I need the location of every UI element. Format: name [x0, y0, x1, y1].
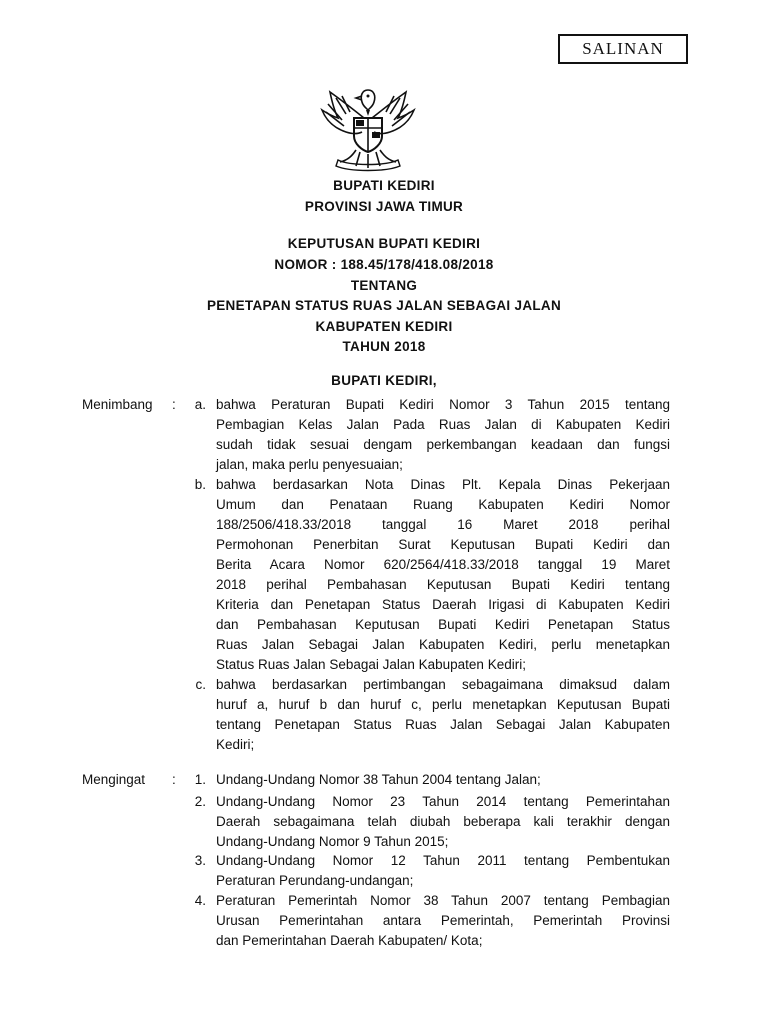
menimbang-b-line: Permohonan Penerbitan Surat Keputusan Bupati Kediri dan	[216, 537, 670, 552]
menimbang-a-line: bahwa Peraturan Bupati Kediri Nomor 3 Tahun 2015 tentang	[216, 397, 670, 412]
menimbang-colon: :	[172, 397, 176, 412]
menimbang-b-line: 2018 perihal Pembahasan Keputusan Bupati Kediri tentang	[216, 577, 670, 592]
mengingat-4-line: Peraturan Pemerintah Nomor 38 Tahun 2007 tentang Pembagian	[216, 893, 670, 908]
menimbang-item-marker: a.	[194, 397, 206, 412]
mengingat-colon: :	[172, 772, 176, 787]
menimbang-b-line: Berita Acara Nomor 620/2564/418.33/2018 tanggal 19 Maret	[216, 557, 670, 572]
menimbang-b-line: Ruas Jalan Sebagai Jalan Kabupaten Kediri, perlu menetapkan	[216, 637, 670, 652]
menimbang-a-line: sudah tidak sesuai dengam perkembangan keadaan dan fungsi	[216, 437, 670, 452]
menimbang-a-line: jalan, maka perlu penyesuaian;	[216, 457, 403, 472]
menimbang-c-line: bahwa berdasarkan pertimbangan sebagaimana dimaksud dalam	[216, 677, 670, 692]
mengingat-label: Mengingat	[82, 772, 146, 787]
garuda-emblem-icon	[316, 80, 420, 172]
mengingat-3-line: Peraturan Perundang-undangan;	[216, 873, 414, 888]
decree-title: KEPUTUSAN BUPATI KEDIRI	[287, 236, 481, 251]
regent-title: BUPATI KEDIRI	[333, 178, 435, 193]
menimbang-label: Menimbang	[82, 397, 153, 412]
decree-about: TENTANG	[350, 278, 418, 293]
mengingat-item-marker: 2.	[194, 794, 206, 809]
salinan-stamp: SALINAN	[558, 34, 688, 64]
menimbang-item-marker: c.	[195, 677, 206, 692]
mengingat-item-marker: 3.	[194, 853, 206, 868]
menimbang-c-line: tentang Penetapan Status Ruas Jalan Sebagai Jalan Kabupaten	[216, 717, 670, 732]
decree-number: NOMOR : 188.45/178/418.08/2018	[274, 257, 494, 272]
menimbang-b-line: dan Pembahasan Keputusan Bupati Kediri Penetapan Status	[216, 617, 670, 632]
menimbang-item-marker: b.	[194, 477, 206, 492]
mengingat-2-line: Undang-Undang Nomor 23 Tahun 2014 tentang Pemerintahan	[216, 794, 670, 809]
issuer-title: BUPATI KEDIRI,	[331, 373, 437, 388]
menimbang-b-line: 188/2506/418.33/2018 tanggal 16 Maret 2018 perihal	[216, 517, 670, 532]
mengingat-item-marker: 1.	[194, 772, 206, 787]
mengingat-3-line: Undang-Undang Nomor 12 Tahun 2011 tentang Pembentukan	[216, 853, 670, 868]
decree-subject-line1: PENETAPAN STATUS RUAS JALAN SEBAGAI JALAN	[206, 298, 562, 313]
mengingat-1-line: Undang-Undang Nomor 38 Tahun 2004 tentang Jalan;	[216, 772, 541, 787]
mengingat-2-line: Undang-Undang Nomor 9 Tahun 2015;	[216, 834, 449, 849]
menimbang-c-line: Kediri;	[216, 737, 255, 752]
decree-year: TAHUN 2018	[342, 339, 426, 354]
menimbang-b-line: bahwa berdasarkan Nota Dinas Plt. Kepala Dinas Pekerjaan	[216, 477, 670, 492]
menimbang-b-line: Status Ruas Jalan Sebagai Jalan Kabupaten Kediri;	[216, 657, 526, 672]
menimbang-b-line: Umum dan Penataan Ruang Kabupaten Kediri Nomor	[216, 497, 670, 512]
province-title: PROVINSI JAWA TIMUR	[304, 199, 464, 214]
mengingat-4-line: dan Pemerintahan Daerah Kabupaten/ Kota;	[216, 933, 483, 948]
mengingat-4-line: Urusan Pemerintahan antara Pemerintah, Pemerintah Provinsi	[216, 913, 670, 928]
decree-subject-line2: KABUPATEN KEDIRI	[315, 319, 453, 334]
mengingat-item-marker: 4.	[194, 893, 206, 908]
mengingat-2-line: Daerah sebagaimana telah diubah beberapa kali terakhir dengan	[216, 814, 670, 829]
menimbang-c-line: huruf a, huruf b dan huruf c, perlu menetapkan Keputusan Bupati	[216, 697, 670, 712]
menimbang-a-line: Pembagian Kelas Jalan Pada Ruas Jalan di Kabupaten Kediri	[216, 417, 670, 432]
menimbang-b-line: Kriteria dan Penetapan Status Daerah Irigasi di Kabupaten Kediri	[216, 597, 670, 612]
